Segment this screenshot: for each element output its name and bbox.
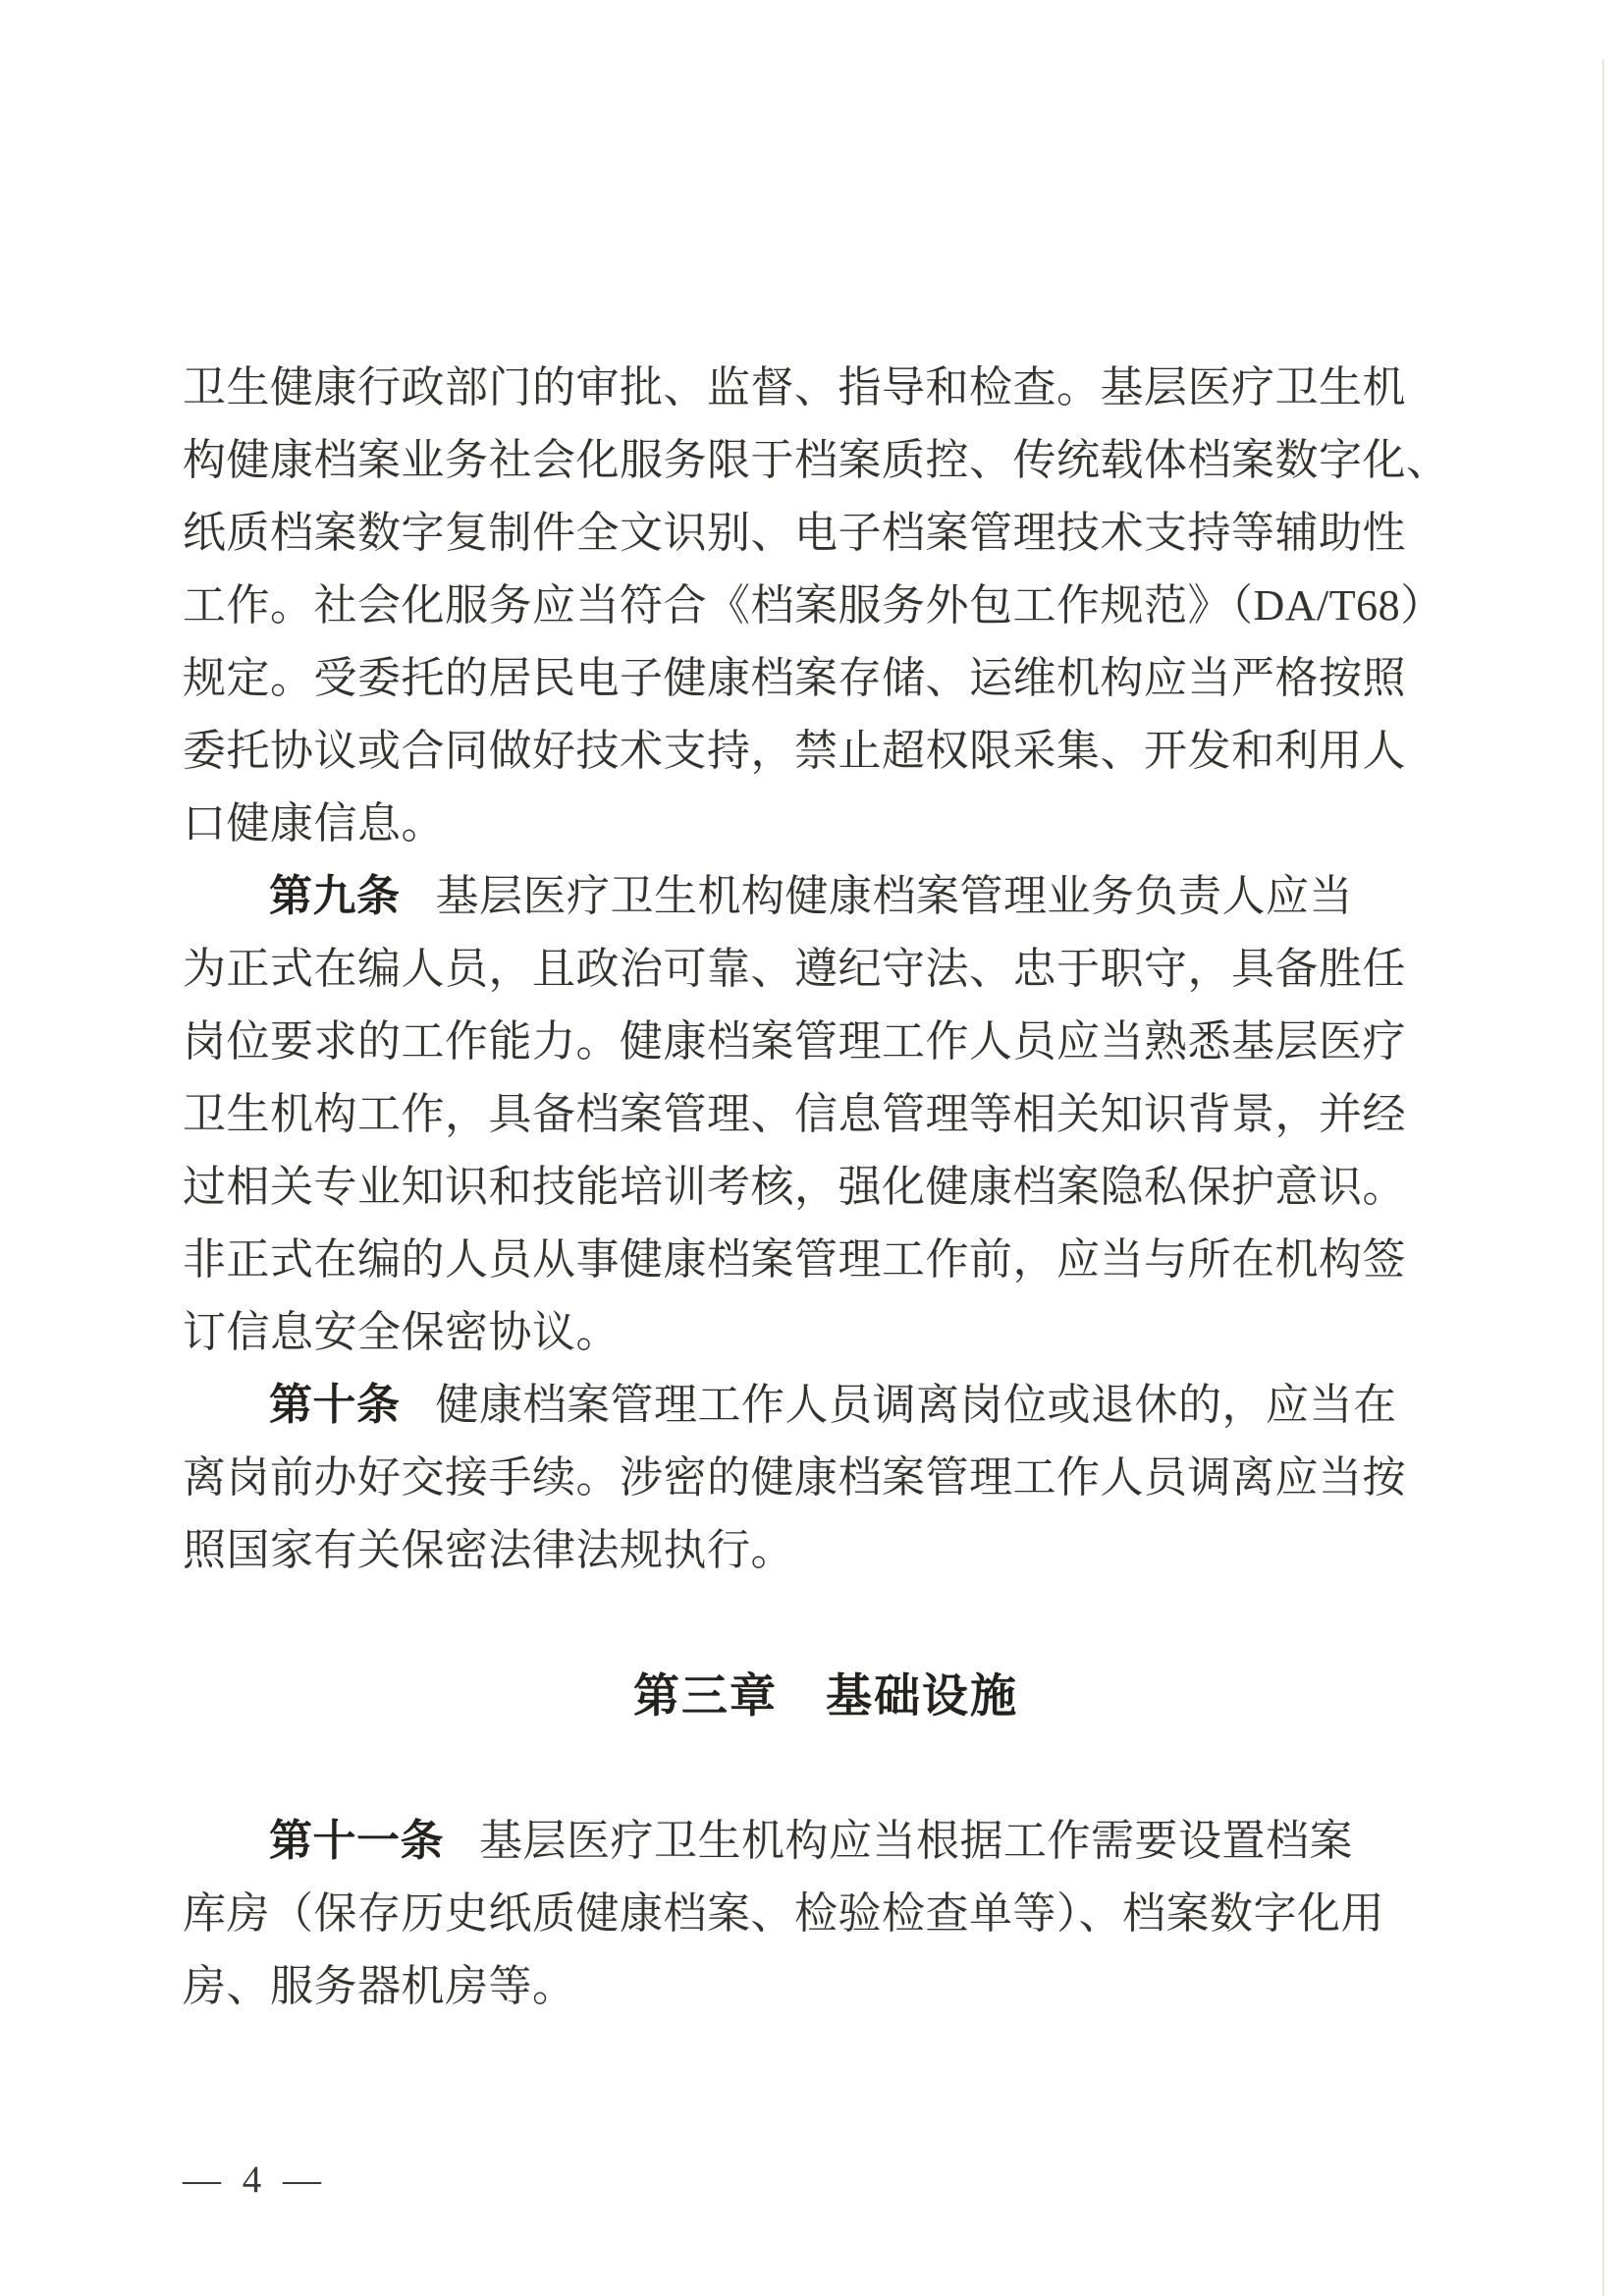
article-9-label: 第九条 [269, 872, 401, 920]
text-line: 工作。社会化服务应当符合《档案服务外包工作规范》（DA/T68） [183, 581, 1444, 629]
text-line: 库房（保存历史纸质健康档案、检验检查单等）、档案数字化用 [183, 1889, 1384, 1938]
article-10-lead-text: 健康档案管理工作人员调离岗位或退休的，应当在 [435, 1381, 1397, 1429]
text-line: 房、服务器机房等。 [183, 1962, 576, 2010]
page-number: — 4 — [183, 2159, 323, 2201]
article-10-label: 第十条 [269, 1381, 401, 1429]
scan-edge-shadow [1602, 59, 1604, 2296]
text-line: 非正式在编的人员从事健康档案管理工作前，应当与所在机构签 [183, 1235, 1406, 1284]
text-line: 规定。受委托的居民电子健康档案存储、运维机构应当严格按照 [183, 654, 1406, 702]
text-line: 岗位要求的工作能力。健康档案管理工作人员应当熟悉基层医疗 [183, 1017, 1406, 1066]
text-line: 构健康档案业务社会化服务限于档案质控、传统载体档案数字化、 [183, 436, 1450, 484]
text-line: 离岗前办好交接手续。涉密的健康档案管理工作人员调离应当按 [183, 1453, 1406, 1502]
text-line [183, 1805, 1469, 1878]
text-line: 过相关专业知识和技能培训考核，强化健康档案隐私保护意识。 [183, 1163, 1406, 1211]
paragraph-article-9 [183, 860, 1469, 1369]
text-line: 为正式在编人员，且政治可靠、遵纪守法、忠于职守，具备胜任 [183, 945, 1406, 993]
chapter-3-heading: 第三章 基础设施 [633, 1669, 1018, 1722]
paragraph-article-11 [183, 1805, 1469, 2023]
text-line: 委托协议或合同做好技术支持，禁止超权限采集、开发和利用人 [183, 727, 1406, 775]
text-line [183, 1369, 1469, 1442]
document-body [183, 352, 1469, 2023]
text-line: 纸质档案数字复制件全文识别、电子档案管理技术支持等辅助性 [183, 509, 1406, 557]
text-line: 卫生健康行政部门的审批、监督、指导和检查。基层医疗卫生机 [183, 363, 1406, 411]
text-line: 卫生机构工作，具备档案管理、信息管理等相关知识背景，并经 [183, 1090, 1406, 1138]
text-line: 口健康信息。 [183, 799, 445, 847]
article-9-lead-text: 基层医疗卫生机构健康档案管理业务负责人应当 [435, 872, 1353, 920]
article-11-label: 第十一条 [269, 1817, 444, 1865]
paragraph-continuation [183, 352, 1469, 860]
text-line: 订信息安全保密协议。 [183, 1308, 620, 1356]
text-line [183, 860, 1469, 933]
paragraph-article-10 [183, 1369, 1469, 1587]
text-line: 照国家有关保密法律法规执行。 [183, 1526, 794, 1574]
article-11-lead-text: 基层医疗卫生机构应当根据工作需要设置档案 [479, 1817, 1353, 1865]
